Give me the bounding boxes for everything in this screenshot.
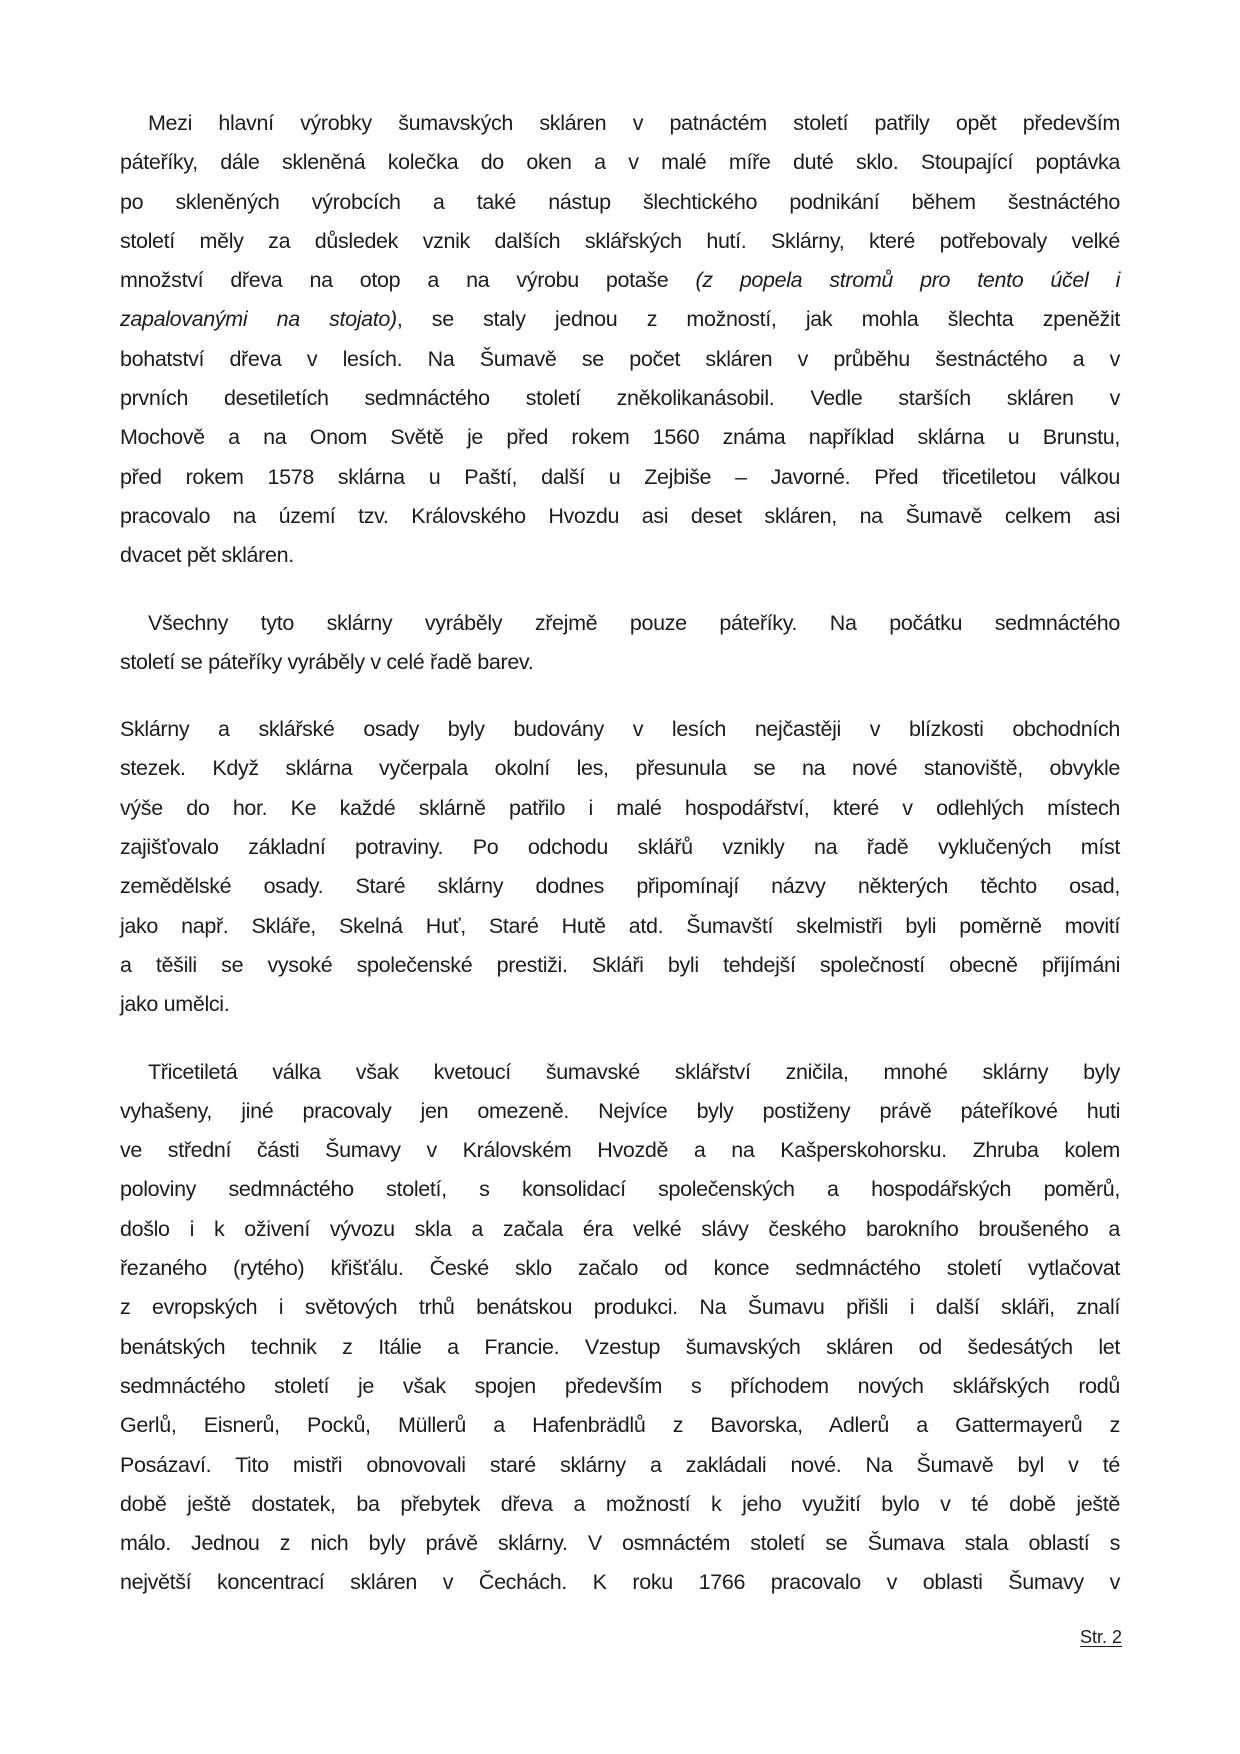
text-line: ve střední části Šumavy v Královském Hvozdě a na Kašperskohorsku. Zhruba kolem xyxy=(120,1138,1120,1163)
text-line: Všechny tyto sklárny vyráběly zřejmě pouze páteříky. Na počátku sedmnáctého xyxy=(148,610,1120,635)
text-line: stezek. Když sklárna vyčerpala okolní les, přesunula se na nové stanoviště, obvykle xyxy=(120,756,1120,781)
text-line: zemědělské osady. Staré sklárny dodnes připomínají názvy některých těchto osad, xyxy=(120,874,1120,899)
text-run: , se staly jednou z možností, jak mohla šlechta zpeněžit xyxy=(396,307,1120,332)
text-line: Mochově a na Onom Světě je před rokem 1560 známa například sklárna u Brunstu, xyxy=(120,425,1120,450)
text-line: z evropských i světových trhů benátskou produkci. Na Šumavu přišli i další skláři, znalí xyxy=(120,1295,1120,1320)
paragraph-2 xyxy=(120,604,1120,683)
text-line: jako umělci. xyxy=(120,992,230,1017)
text-line: málo. Jednou z nich byly právě sklárny. V osmnáctém století se Šumava stala oblastí s xyxy=(120,1531,1120,1556)
text-line: řezaného (rytého) křišťálu. České sklo začalo od konce sedmnáctého století vytlačovat xyxy=(120,1256,1120,1281)
italic-text-run: (z popela stromů pro tento účel i xyxy=(695,268,1120,293)
paragraph-1 xyxy=(120,104,1120,576)
text-line: největší koncentrací skláren v Čechách. K roku 1766 pracovalo v oblasti Šumavy v xyxy=(120,1570,1120,1595)
body-text xyxy=(120,104,1120,1631)
text-line: zajišťovalo základní potraviny. Po odchodu sklářů vznikly na řadě vyklučených míst xyxy=(120,835,1120,860)
text-line: páteříky, dále skleněná kolečka do oken a v malé míře duté sklo. Stoupající poptávka xyxy=(120,150,1120,175)
text-line: sedmnáctého století je však spojen především s příchodem nových sklářských rodů xyxy=(120,1373,1120,1398)
text-line: výše do hor. Ke každé sklárně patřilo i malé hospodářství, které v odlehlých místech xyxy=(120,795,1120,820)
paragraph-3 xyxy=(120,710,1120,1024)
text-line: benátských technik z Itálie a Francie. Vzestup šumavských skláren od šedesátých let xyxy=(120,1334,1120,1359)
text-line: prvních desetiletích sedmnáctého století zněkolikanásobil. Vedle starších skláren v xyxy=(120,386,1120,411)
text-line-with-italic xyxy=(120,300,1120,339)
text-line: bohatství dřeva v lesích. Na Šumavě se počet skláren v průběhu šestnáctého a v xyxy=(120,346,1120,371)
text-run: množství dřeva na otop a na výrobu potaše xyxy=(120,268,696,293)
text-line: vyhašeny, jiné pracovaly jen omezeně. Nejvíce byly postiženy právě páteříkové huti xyxy=(120,1098,1120,1123)
text-line: Mezi hlavní výrobky šumavských skláren v patnáctém století patřily opět především xyxy=(148,111,1120,135)
italic-text-run: zapalovanými na stojato) xyxy=(120,307,397,332)
paragraph-4 xyxy=(120,1053,1120,1603)
text-line: dvacet pět skláren. xyxy=(120,543,294,568)
text-line: došlo i k oživení vývozu skla a začala éra velké slávy českého barokního broušeného a xyxy=(120,1216,1120,1241)
text-line: Gerlů, Eisnerů, Pocků, Müllerů a Hafenbrädlů z Bavorska, Adlerů a Gattermayerů z xyxy=(120,1413,1120,1438)
text-line: století měly za důsledek vznik dalších sklářských hutí. Sklárny, které potřebovaly velké xyxy=(120,228,1120,253)
text-line: po skleněných výrobcích a také nástup šlechtického podnikání během šestnáctého xyxy=(120,189,1120,214)
text-line: století se páteříky vyráběly v celé řadě barev. xyxy=(120,649,534,674)
text-line: jako např. Skláře, Skelná Huť, Staré Hutě atd. Šumavští skelmistři byli poměrně movití xyxy=(120,913,1120,938)
text-line: Třicetiletá válka však kvetoucí šumavské sklářství zničila, mnohé sklárny byly xyxy=(148,1059,1120,1084)
text-line: a těšili se vysoké společenské prestiži. Skláři byli tehdejší společností obecně přijímáni xyxy=(120,952,1120,977)
text-line: Sklárny a sklářské osady byly budovány v lesích nejčastěji v blízkosti obchodních xyxy=(120,717,1120,742)
page-number: Str. 2 xyxy=(1079,1627,1122,1647)
text-line: před rokem 1578 sklárna u Paští, další u Zejbiše – Javorné. Před třicetiletou válkou xyxy=(120,464,1120,489)
text-line: pracovalo na území tzv. Královského Hvozdu asi deset skláren, na Šumavě celkem asi xyxy=(120,503,1120,528)
text-line: Posázaví. Tito mistři obnovovali staré sklárny a zakládali nové. Na Šumavě byl v té xyxy=(120,1452,1120,1477)
text-line-with-italic xyxy=(120,261,1120,300)
text-line: době ještě dostatek, ba přebytek dřeva a možností k jeho využití bylo v té době ještě xyxy=(120,1491,1120,1516)
text-line: poloviny sedmnáctého století, s konsolidací společenských a hospodářských poměrů, xyxy=(120,1177,1120,1202)
